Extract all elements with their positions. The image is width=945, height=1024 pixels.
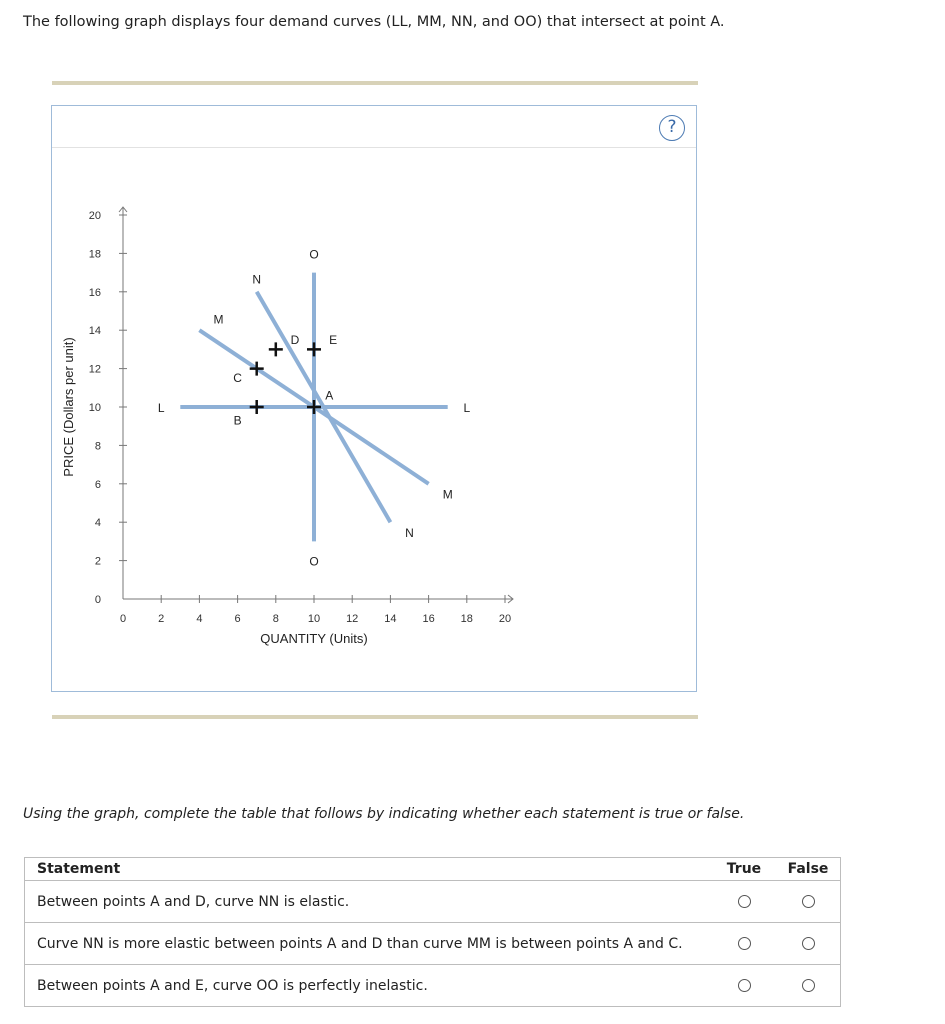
x-tick-label: 18 [460,613,473,625]
curve-label-mm: M [213,312,224,327]
point-label-c: C [233,371,242,386]
y-tick-label: 2 [94,555,101,568]
point-label-a: A [325,388,334,403]
instructions-text: Using the graph, complete the table that follows by indicating whether each statement is true or false. [23,806,745,822]
intro-text: The following graph displays four demand curves (LL, MM, NN, and OO) that intersect at point A. [23,14,725,30]
x-axis-title: QUANTITY (Units) [260,631,368,646]
table-header-row [25,858,841,881]
statement-cell: Between points A and D, curve NN is elastic. [25,881,713,923]
true-radio-2[interactable] [738,937,751,950]
table-row [25,965,841,1007]
x-tick-label: 6 [234,613,241,625]
curve-label-oo: O [309,247,319,262]
x-tick-label: 14 [384,613,397,625]
true-radio-3[interactable] [738,979,751,992]
curve-label-ll: L [463,401,471,415]
statement-cell: Curve NN is more elastic between points A and D than curve MM is between points A and C. [25,923,713,965]
false-radio-2[interactable] [802,937,815,950]
bottom-divider [52,715,698,719]
y-tick-label: 10 [88,402,101,414]
y-tick-label: 0 [94,594,101,606]
statement-cell: Between points A and E, curve OO is perfectly inelastic. [25,965,713,1007]
false-radio-1[interactable] [802,895,815,908]
x-tick-label: 4 [196,613,203,625]
y-tick-label: 8 [94,440,101,453]
y-axis-title: PRICE (Dollars per unit) [61,337,76,477]
true-radio-1[interactable] [738,895,751,908]
y-tick-label: 18 [88,248,101,261]
curve-label-nn: N [252,272,262,287]
curve-label-oo: O [309,554,319,569]
y-tick-label: 20 [88,210,101,222]
point-marker-b [250,400,264,414]
true-header: True [712,858,776,881]
x-tick-label: 2 [158,613,165,625]
y-tick-label: 12 [88,363,101,376]
point-marker-e [307,342,321,356]
false-radio-3[interactable] [802,979,815,992]
table-row [25,923,841,965]
point-label-b: B [233,413,242,428]
curve-label-mm: M [442,487,453,502]
y-tick-label: 4 [94,517,101,530]
statement-header: Statement [25,858,713,881]
help-button[interactable]: ? [659,115,685,141]
x-tick-label: 12 [346,613,359,625]
curve-label-ll: L [157,401,165,415]
point-label-d: D [290,332,300,347]
point-label-e: E [329,332,338,347]
x-tick-label: 8 [272,613,279,625]
x-tick-label: 0 [119,613,127,625]
y-tick-label: 6 [94,478,101,491]
point-marker-d [269,342,283,356]
x-tick-label: 20 [498,613,512,625]
y-tick-label: 16 [88,286,101,299]
x-tick-label: 10 [307,613,321,625]
y-tick-label: 14 [88,325,101,338]
x-tick-label: 16 [422,613,435,625]
curve-label-nn: N [405,525,414,540]
false-header: False [776,858,841,881]
true-false-table [24,857,841,1007]
table-row [25,881,841,923]
